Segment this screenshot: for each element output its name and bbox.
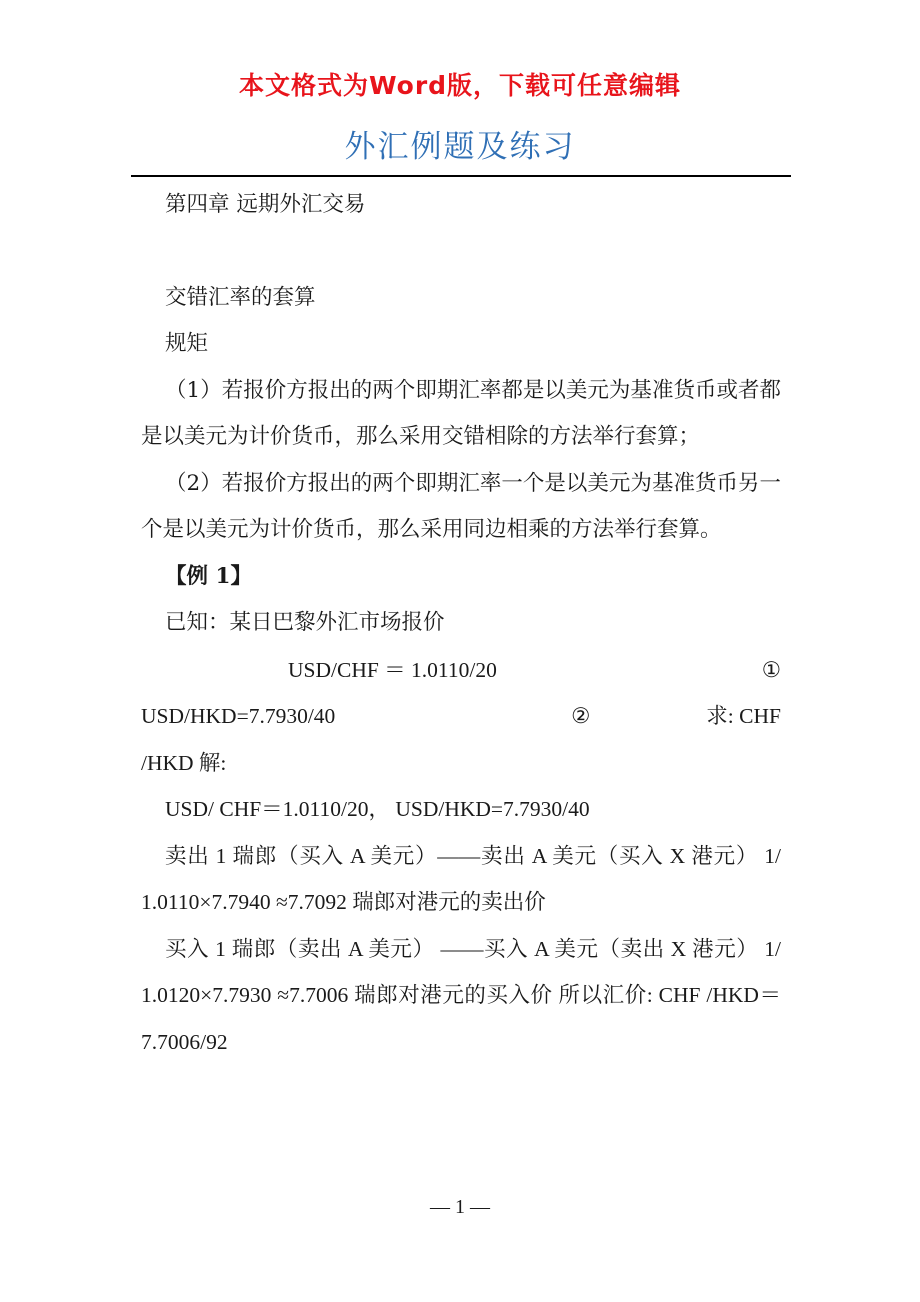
question-text: 求: CHF: [706, 704, 781, 728]
chapter-heading: 第四章 远期外汇交易: [165, 192, 366, 217]
download-banner: 本文格式为Word版，下载可任意编辑: [238, 71, 682, 100]
quote-usd-hkd: USD/HKD=7.7930/40: [141, 704, 336, 728]
quote-marker-1: ①: [761, 657, 781, 682]
document-body: [141, 182, 781, 1065]
page-title: 外汇例题及练习: [344, 129, 576, 165]
title-divider: [131, 175, 791, 177]
quote-usd-chf: USD/CHF ＝ 1.0110/20: [288, 657, 497, 682]
rule-paragraph-1: （1）若报价方报出的两个即期汇率都是以美元为基准货币或者都是以美元为计价货币，那么采用交错相除的方法举行套算；: [141, 377, 781, 449]
quote-marker-2: ②: [571, 704, 591, 728]
section-heading: 交错汇率的套算: [165, 284, 316, 310]
quote-line-1: [141, 647, 781, 694]
example-given: 已知：某日巴黎外汇市场报价: [165, 610, 445, 635]
solution-sell-rate: 卖出 1 瑞郎（买入 A 美元）——卖出 A 美元（买入 X 港元） 1/ 1.0110×7.7940 ≈7.7092 瑞郎对港元的卖出价: [141, 843, 781, 914]
page-number: — 1 —: [430, 1196, 490, 1218]
solution-buy-rate: 买入 1 瑞郎（卖出 A 美元） ——买入 A 美元（卖出 X 港元） 1/ 1.0120×7.7930 ≈7.7006 瑞郎对港元的买入价 所以汇价: CHF /HKD＝7.7006/92: [141, 936, 781, 1054]
question-continuation: /HKD 解:: [141, 750, 227, 775]
blank-line: [141, 229, 781, 275]
rule-heading: 规矩: [165, 331, 209, 356]
solution-quotes: USD/ CHF＝1.0110/20， USD/HKD=7.7930/40: [165, 797, 590, 821]
example-label: 【例 1】: [165, 563, 252, 589]
quote-line-2: [141, 693, 781, 740]
rule-paragraph-2: （2）若报价方报出的两个即期汇率一个是以美元为基准货币另一个是以美元为计价货币，那么采用同边相乘的方法举行套算。: [141, 470, 781, 542]
